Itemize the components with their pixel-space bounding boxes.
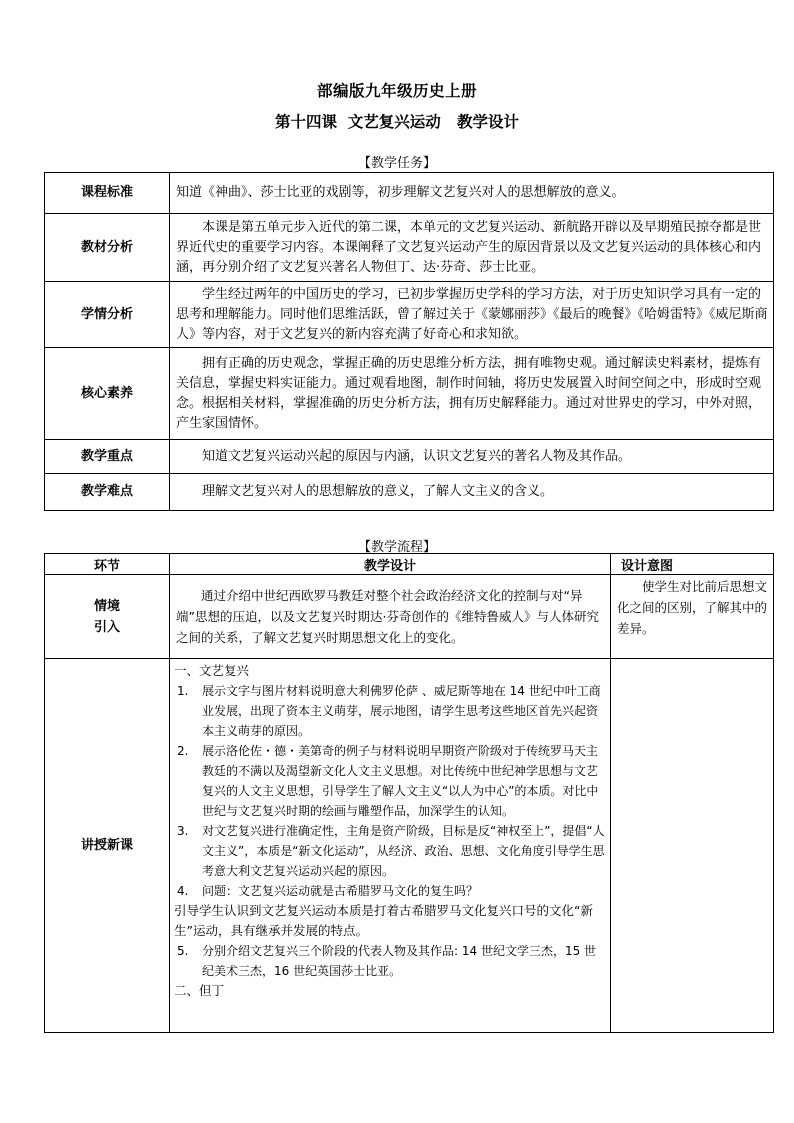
- process-heading: 【教学流程】: [357, 540, 436, 555]
- task-row-material: [45, 214, 774, 282]
- list-item: [174, 821, 606, 881]
- section-heading: 二、但丁: [174, 983, 225, 998]
- list-number: 5.: [177, 944, 189, 958]
- column-header: 环节: [45, 554, 170, 575]
- task-label: 核心素养: [45, 348, 170, 440]
- tasks-table: [44, 172, 774, 511]
- task-label: 教学重点: [45, 440, 170, 474]
- task-row-literacy: [45, 348, 774, 440]
- list-text: 问题：文艺复兴运动就是古希腊罗马文化的复生吗？: [202, 884, 479, 898]
- task-text: 知道《神曲》、莎士比亚的戏剧等，初步理解文艺复兴对人的思想解放的意义。: [170, 173, 774, 214]
- list-number: 3.: [177, 824, 189, 838]
- lesson-subtitle: 第十四课 文艺复兴运动 教学设计: [275, 113, 519, 131]
- list-item: [174, 941, 606, 981]
- column-header: 设计意图: [611, 554, 774, 575]
- lecture-row: [45, 659, 774, 1033]
- intro-label-line2: 引入: [93, 619, 120, 635]
- process-table: [44, 553, 774, 1033]
- task-text: 知道文艺复兴运动兴起的原因与内涵，认识文艺复兴的著名人物及其作品。: [170, 440, 774, 474]
- section-heading: 一、文艺复兴: [174, 663, 250, 678]
- list-number: 2.: [177, 744, 189, 758]
- intro-label-line1: 情境: [93, 598, 120, 614]
- task-label: 学情分析: [45, 282, 170, 348]
- lecture-label: 讲授新课: [45, 659, 170, 1033]
- list-text: 展示洛伦佐・德・美第奇的例子与材料说明早期资产阶级对于传统罗马天主教廷的不满以及渴望新文化人文主义思想。对比传统中世纪神学思想与文艺复兴的人文主义思想，引导学生了解人文主义“以人为中心”的本质。对比中世纪与文艺复兴时期的绘画与雕塑作品，加深学生的认知。: [202, 744, 599, 818]
- guide-text: 引导学生认识到文艺复兴运动本质是打着古希腊罗马文化复兴口号的文化“新生”运动，具有继承并发展的特点。: [174, 903, 593, 938]
- task-label: 课程标准: [45, 173, 170, 214]
- task-label: 教材分析: [45, 214, 170, 282]
- task-row-students: [45, 282, 774, 348]
- lecture-intent: [611, 659, 774, 1033]
- document-title: 部编版九年级历史上册: [316, 82, 477, 100]
- list-text: 对文艺复兴进行准确定性，主角是资产阶级，目标是反“神权至上”，提倡“人文主义”，本质是“新文化运动”，从经济、政治、思想、文化角度引导学生思考意大利文艺复兴运动兴起的原因。: [202, 824, 605, 878]
- intro-label: [45, 575, 170, 659]
- column-header: 教学设计: [170, 554, 611, 575]
- list-item: [174, 741, 606, 821]
- process-header-row: [45, 554, 774, 575]
- lecture-design: [170, 659, 611, 1033]
- tasks-heading: 【教学任务】: [357, 156, 436, 171]
- intro-intent: 使学生对比前后思想文化之间的区别，了解其中的差异。: [611, 575, 774, 659]
- list-number: 1.: [177, 684, 189, 698]
- task-label: 教学难点: [45, 474, 170, 511]
- task-row-key-point: [45, 440, 774, 474]
- list-item: [174, 681, 606, 741]
- task-text: 本课是第五单元步入近代的第二课，本单元的文艺复兴运动、新航路开辟以及早期殖民掠夺都是世界近代史的重要学习内容。本课阐释了文艺复兴运动产生的原因背景以及文艺复兴运动的具体核心和内涵，再分别介绍了文艺复兴著名人物但丁、达·芬奇、莎士比亚。: [170, 214, 774, 282]
- list-text: 展示文字与图片材料说明意大利佛罗伦萨 、威尼斯等地在 14 世纪中叶工商业发展，出现了资本主义萌芽，展示地图，请学生思考这些地区首先兴起资本主义萌芽的原因。: [202, 684, 601, 738]
- task-row-difficulty: [45, 474, 774, 511]
- intro-design: 通过介绍中世纪西欧罗马教廷对整个社会政治经济文化的控制与对“异端”思想的压迫，以及文艺复兴时期达·芬奇创作的《维特鲁威人》与人体研究之间的关系，了解文艺复兴时期思想文化上的变化。: [170, 575, 611, 659]
- task-text: 理解文艺复兴对人的思想解放的意义，了解人文主义的含义。: [170, 474, 774, 511]
- list-number: 4.: [177, 884, 189, 898]
- list-item: [174, 881, 606, 901]
- list-text: 分别介绍文艺复兴三个阶段的代表人物及其作品: 14 世纪文学三杰，15 世纪美术三杰，16 世纪英国莎士比亚。: [202, 944, 597, 978]
- task-row-standard: [45, 173, 774, 214]
- intro-row: [45, 575, 774, 659]
- task-text: 学生经过两年的中国历史的学习，已初步掌握历史学科的学习方法，对于历史知识学习具有一定的思考和理解能力。同时他们思维活跃，曾了解过关于《蒙娜丽莎》《最后的晚餐》《哈姆雷特》《威尼斯商人》等内容，对于文艺复兴的新内容充满了好奇心和求知欲。: [170, 282, 774, 348]
- task-text: 拥有正确的历史观念，掌握正确的历史思维分析方法，拥有唯物史观。通过解读史料素材，提炼有关信息，掌握史料实证能力。通过观看地图，制作时间轴，将历史发展置入时间空间之中，形成时空观念。根据相关材料，掌握准确的历史分析方法，拥有历史解释能力。通过对世界史的学习，中外对照，产生家国情怀。: [170, 348, 774, 440]
